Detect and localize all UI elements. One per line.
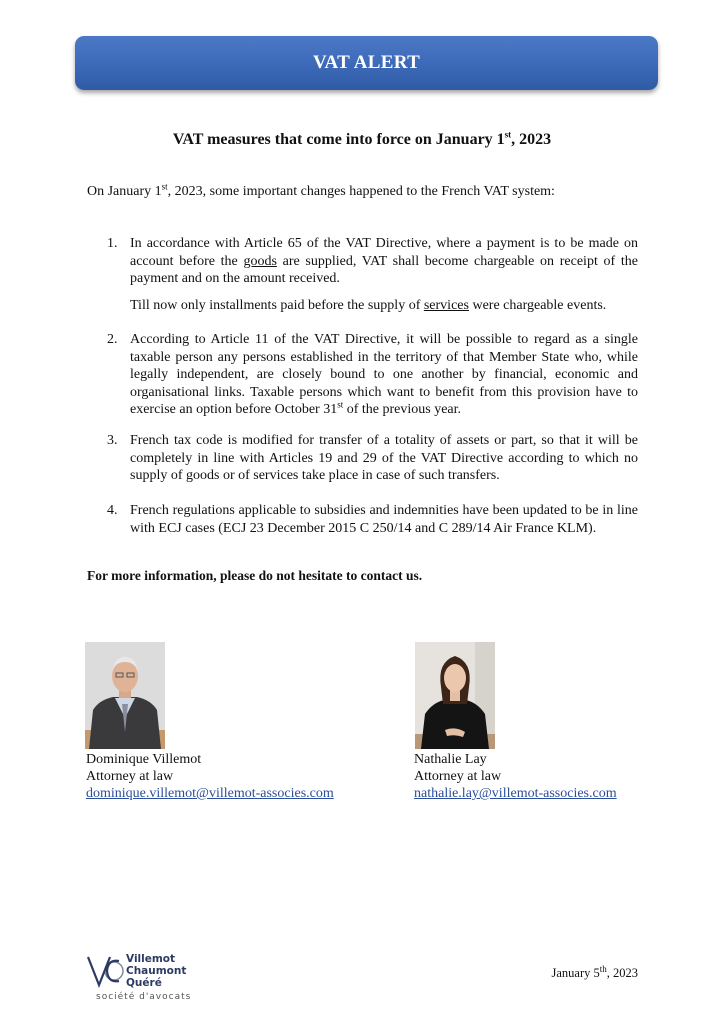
list-item-note: Till now only installments paid before the supply of services were chargeable events. [130,297,607,313]
list-item-number: 2. [107,332,118,347]
list-item-text: French tax code is modified for transfer of a totality of assets or part, so that it will be completely in line with Articles 19 and 29 of the VAT Directive according to which no supply of goods or of services take place in case of such transfers. [130,433,638,483]
list-item-number: 1. [107,236,118,251]
intro-paragraph: On January 1st, 2023, some important changes happened to the French VAT system: [87,181,555,199]
logo-line: Chaumont [126,965,187,977]
page-title: VAT measures that come into force on January 1st, 2023 [172,129,552,148]
firm-logo [86,953,216,1005]
services-link[interactable]: services [423,297,469,313]
contact-role: Attorney at law [414,769,502,784]
list-item-text: According to Article 11 of the VAT Directive, it will be possible to regard as a single taxable person any persons established in the territory of that Member State who, while legally independent, are closely bound to one another by financial, economic and organisational links. Taxable persons which want to benefit from this provision have to exercise an option before October 31st of the previous year. [130,332,638,417]
contact-name: Nathalie Lay [414,752,487,767]
portrait-nathalie-lay [415,642,495,749]
contact-card [86,751,334,802]
logo-line: Quéré [126,977,162,989]
vcq-logo-mark-icon [86,953,126,991]
list-item-text: French regulations applicable to subsidies and indemnities have been updated to be in line with ECJ cases (ECJ 23 December 2015 C 250/14 and C 289/14 Air France KLM). [130,503,638,536]
contact-email-link[interactable]: nathalie.lay@villemot-associes.com [414,786,617,801]
logo-tagline: société d'avocats [96,992,192,1002]
document-date: January 5th, 2023 [551,963,638,980]
vat-alert-banner [75,36,658,90]
list-item [87,432,638,485]
banner-title: VAT ALERT [312,52,421,73]
logo-line: Villemot [126,953,176,965]
list-item-number: 4. [107,503,118,518]
contact-line: For more information, please do not hesitate to contact us. [87,568,423,583]
list-item [87,235,638,314]
list-item-text: In accordance with Article 65 of the VAT Directive, where a payment is to be made on account before the goods are supplied, VAT shall become chargeable on receipt of the payment and on the amount received. [130,236,638,286]
list-item-number: 3. [107,433,118,448]
goods-link[interactable]: goods [243,253,277,269]
portrait-dominique-villemot [85,642,165,749]
contact-name: Dominique Villemot [86,752,202,767]
contact-card [414,751,617,802]
list-item [87,502,638,537]
contact-role: Attorney at law [86,769,174,784]
contact-email-link[interactable]: dominique.villemot@villemot-associes.com [86,786,334,801]
list-item [87,331,638,419]
